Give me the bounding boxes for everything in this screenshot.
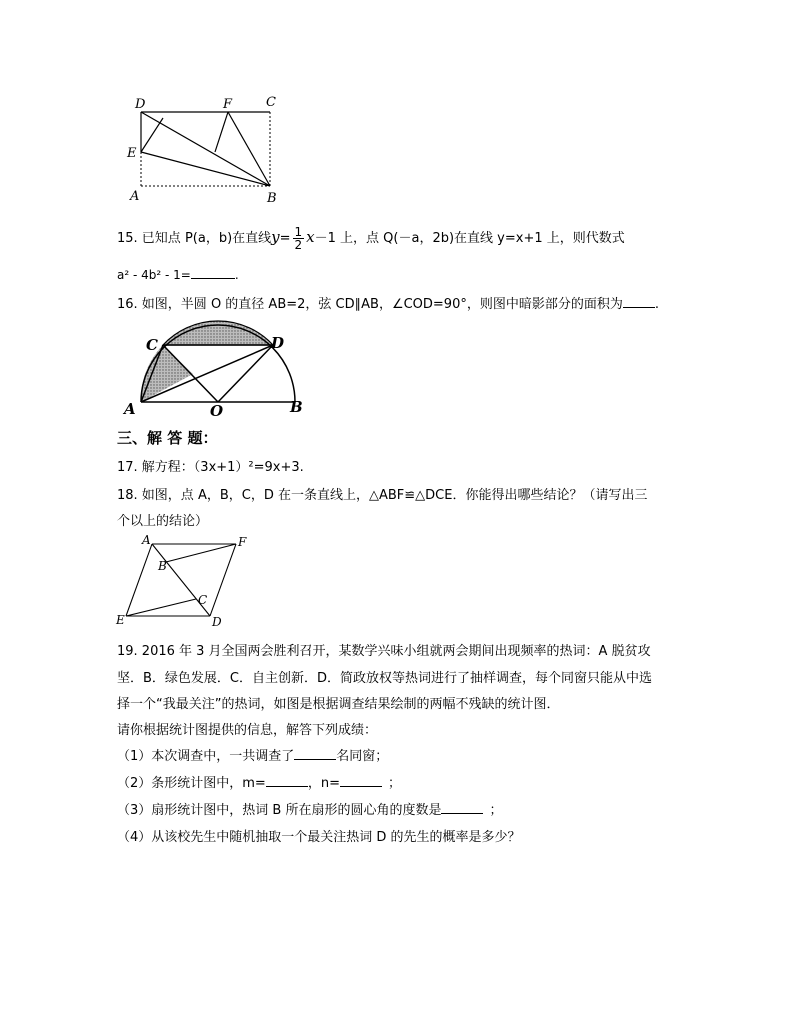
q19-sub2-tail: ； [387,776,401,791]
question-17: 17. 解方程：（3x+1）²=9x+3. [117,460,304,475]
label-E: E [116,613,125,627]
q16-text: 16. 如图，半圆 O 的直径 AB=2，弦 CD∥AB，∠COD=90°，则图中暗影部分的面积为 [117,297,623,312]
label-F: F [238,535,247,549]
label-A: A [142,533,151,547]
label-F: F [223,97,233,112]
q15-answer-blank[interactable] [191,266,235,279]
q19-sub3-tail: ； [489,803,503,818]
question-19-line3: 择一个“我最关注”的热词，如图是根据调查结果绘制的两幅不残缺的统计图． [117,697,560,712]
question-15-line1 [117,222,625,252]
q19-sub2-text: （2）条形统计图中，m= [117,776,266,791]
label-A: A [130,189,140,204]
q19-sub1-blank[interactable] [294,747,336,760]
question-19-sub1 [117,745,388,764]
q16-answer-blank[interactable] [623,295,655,308]
q15-text-part2: －1 上，点 Q(－a，2b)在直线 y=x+1 上，则代数式 [314,231,625,246]
q19-sub2-n: ，n= [307,776,340,791]
label-B: B [267,191,277,206]
question-19-sub2 [117,772,401,791]
label-A: A [124,400,136,418]
figure-q18 [114,532,254,628]
q19-sub3-blank[interactable] [441,801,483,814]
q19-sub1-text: （1）本次调查中，一共调查了 [117,749,295,764]
question-18-line1: 18. 如图，点 A，B，C，D 在一条直线上，△ABF≌△DCE．你能得出哪些结论？（请写出三 [117,488,648,503]
q15-eq: = [279,231,291,246]
q15-frac-den: 2 [294,238,303,252]
label-B: B [290,398,303,416]
q15-text-part1: 15. 已知点 P(a，b)在直线 [117,231,272,246]
q15-expression: a² - 4b² - 1= [117,268,191,282]
figure-q16 [120,318,310,420]
question-19-line2: 坚．B．绿色发展．C．自主创新．D．简政放权等热词进行了抽样调查，每个同窗只能从中选 [117,671,653,686]
label-D: D [271,334,285,352]
q19-sub2-n-blank[interactable] [340,774,382,787]
figure-q14 [120,90,290,210]
q15-fraction [293,226,305,251]
question-15-line2 [117,266,239,282]
section-3-title: 三、解 答 题： [117,429,218,447]
question-18-line2: 个以上的结论） [117,514,209,529]
question-19-sub4: （4）从该校先生中随机抽取一个最关注热词 D 的先生的概率是多少？ [117,830,521,845]
question-19-line1: 19. 2016 年 3 月全国两会胜利召开，某数学兴味小组就两会期间出现频率的热词：A 脱贫攻 [117,644,651,659]
label-C: C [146,336,158,354]
label-D: D [212,615,222,628]
q15-x: x [306,228,315,246]
q19-sub1-tail: 名同窗； [336,749,389,764]
q15-frac-num: 1 [294,225,303,239]
q15-y: y [271,228,280,246]
q16-end: . [654,297,659,312]
question-19-line4: 请你根据统计图提供的信息，解答下列成绩： [117,723,378,738]
label-C: C [266,95,276,110]
q19-sub2-m-blank[interactable] [266,774,308,787]
label-E: E [127,146,137,161]
label-D: D [135,97,146,112]
label-B: B [158,559,167,573]
label-C: C [198,593,208,607]
question-19-sub3 [117,799,502,818]
q15-end: . [234,268,239,282]
label-O: O [210,402,224,420]
q19-sub3-text: （3）扇形统计图中，热词 B 所在扇形的圆心角的度数是 [117,803,442,818]
question-16 [117,293,659,312]
